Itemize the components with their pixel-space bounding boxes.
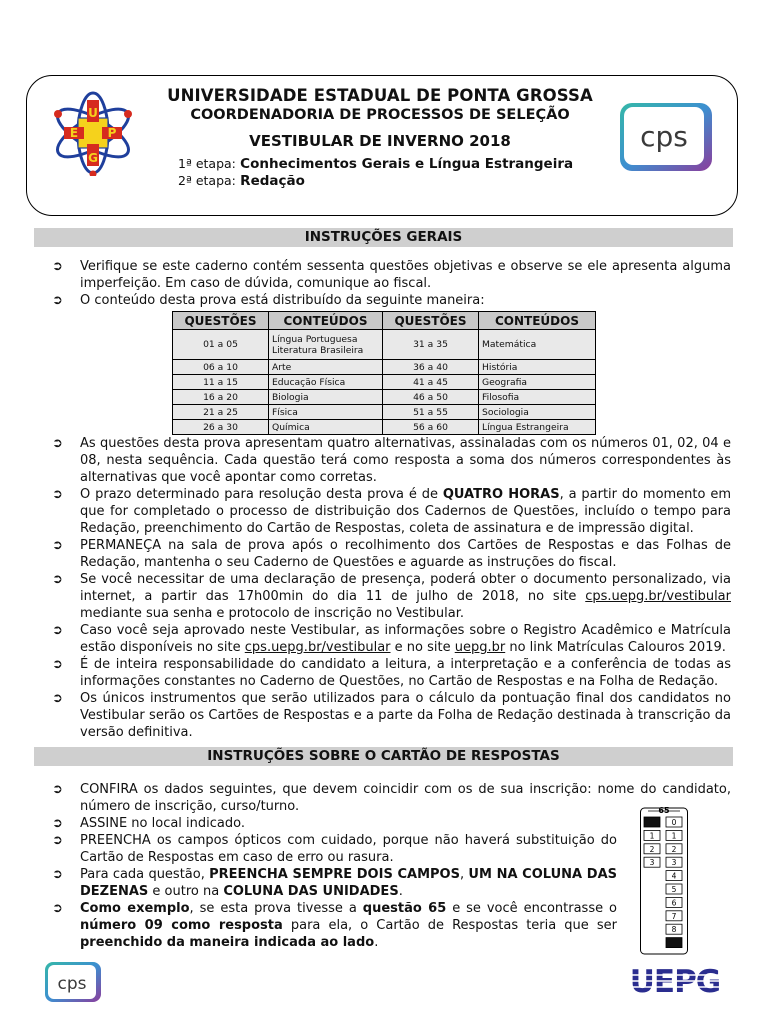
uepg-wordmark-logo	[622, 964, 728, 998]
content-distribution-table	[172, 311, 596, 435]
instruction-item	[52, 900, 618, 951]
instruction-text: .	[398, 884, 403, 899]
table-cell: 31 a 35	[383, 330, 479, 360]
instruction-item	[52, 690, 731, 741]
cps-footer-text: cps	[57, 974, 87, 994]
table-cell: História	[479, 360, 596, 375]
instruction-text: e se você encontrasse o	[446, 901, 618, 916]
instruction-item	[52, 815, 620, 832]
table-cell: Física	[269, 405, 383, 420]
general-instructions-title: INSTRUÇÕES GERAIS	[34, 228, 733, 247]
content-line: Literatura Brasileira	[272, 344, 364, 356]
uepg-atom-logo	[50, 90, 136, 176]
table-header: CONTEÚDOS	[269, 312, 383, 330]
table-cell: 26 a 30	[173, 420, 269, 435]
table-row	[173, 330, 596, 360]
instruction-text: CONFIRA os dados seguintes, que devem coincidir com os de sua inscrição: nome do candidato, número de inscrição, curso/turno.	[80, 782, 731, 814]
card-units-cell-label: 6	[671, 898, 677, 908]
instruction-item	[52, 537, 731, 571]
instruction-text: .	[374, 935, 379, 950]
arrow-bullet-icon: ➲	[52, 623, 63, 638]
table-cell: 56 a 60	[383, 420, 479, 435]
instruction-text: , a partir do momento em que for completado o processo de distribuição dos Cadernos de Questões, incluído o tempo para Redação, preenchimento do Cartão de Respostas, coleta de assinatura e de impressão digital.	[80, 487, 731, 536]
instruction-text: ASSINE no local indicado.	[80, 816, 245, 831]
card-units-cell-label: 8	[671, 925, 677, 935]
table-cell: 36 a 40	[383, 360, 479, 375]
arrow-bullet-icon: ➲	[52, 867, 63, 882]
cps-logo	[619, 102, 713, 172]
table-cell	[269, 330, 383, 360]
arrow-bullet-icon: ➲	[52, 487, 63, 502]
table-row	[173, 360, 596, 375]
table-cell: 41 a 45	[383, 375, 479, 390]
instruction-item	[52, 866, 617, 900]
card-units-cell-label: 4	[671, 871, 677, 881]
instruction-emphasis: COLUNA DAS UNIDADES	[223, 884, 399, 899]
card-question-number: 65	[658, 806, 670, 815]
exam-title: VESTIBULAR DE INVERNO 2018	[249, 132, 511, 150]
card-tens-cell-label: 1	[649, 831, 655, 841]
arrow-bullet-icon: ➲	[52, 691, 63, 706]
instruction-emphasis: QUATRO HORAS	[442, 487, 560, 502]
stage-2	[178, 173, 305, 189]
instruction-text: É de inteira responsabilidade do candidato a leitura, a interpretação e a conferência de todas as informações constantes no Caderno de Questões, no Cartão de Respostas e na Folha de Redação.	[80, 657, 731, 689]
table-header-row	[173, 312, 596, 330]
instruction-emphasis: PREENCHA SEMPRE DOIS CAMPOS	[209, 867, 460, 882]
instruction-text: para ela, o Cartão de Respostas teria que ser	[282, 918, 617, 933]
arrow-bullet-icon: ➲	[52, 293, 63, 308]
table-cell: 46 a 50	[383, 390, 479, 405]
table-cell: 51 a 55	[383, 405, 479, 420]
table-cell: Biologia	[269, 390, 383, 405]
card-units-cell-label: 7	[671, 911, 677, 921]
arrow-bullet-icon: ➲	[52, 436, 63, 451]
stage-2-label: 2ª etapa:	[178, 173, 236, 188]
vestibular-link[interactable]: cps.uepg.br/vestibular	[244, 640, 391, 655]
stage-1-label: 1ª etapa:	[178, 156, 236, 171]
card-units-cell-box	[666, 938, 682, 948]
table-row	[173, 390, 596, 405]
instruction-item	[52, 292, 731, 309]
stage-1-value: Conhecimentos Gerais e Língua Estrangeira	[240, 156, 574, 172]
cps-footer-logo	[44, 961, 102, 1003]
instruction-emphasis: Como exemplo	[80, 901, 190, 916]
coordination-name: COORDENADORIA DE PROCESSOS DE SELEÇÃO	[190, 107, 570, 123]
instruction-text: Os únicos instrumentos que serão utilizados para o cálculo da pontuação final dos candidatos no Vestibular serão os Cartões de Respostas e a parte da Folha de Redação destinada à transcrição da versão definitiva.	[80, 691, 731, 740]
card-units-cell-label: 1	[671, 831, 677, 841]
arrow-bullet-icon: ➲	[52, 259, 63, 274]
card-units-cell-label: 2	[671, 844, 677, 854]
table-cell: Arte	[269, 360, 383, 375]
instruction-item	[52, 258, 731, 292]
instruction-text: , se esta prova tivesse a	[189, 901, 363, 916]
content-line: Língua Portuguesa	[272, 333, 358, 345]
instruction-emphasis: número 09 como resposta	[80, 918, 283, 933]
instruction-text: O prazo determinado para resolução desta prova é de	[80, 487, 443, 502]
instruction-text: e outro na	[148, 884, 224, 899]
arrow-bullet-icon: ➲	[52, 816, 63, 831]
instruction-text: Se você necessitar de uma declaração de presença, poderá obter o documento personalizado, via internet, a partir das 17h00min do dia 11 de julho de 2018, no site	[80, 572, 731, 604]
table-cell: 01 a 05	[173, 330, 269, 360]
arrow-bullet-icon: ➲	[52, 833, 63, 848]
cps-logo-text: cps	[640, 120, 688, 153]
uepg-wordmark-text: UEPG	[629, 964, 721, 998]
card-tens-cell-label: 2	[649, 844, 655, 854]
logo-letter-e: E	[69, 126, 79, 140]
instruction-emphasis: UM NA COLUNA DAS DEZENAS	[80, 867, 617, 899]
table-cell: 21 a 25	[173, 405, 269, 420]
table-cell: Geografia	[479, 375, 596, 390]
instruction-text: e no site	[390, 640, 455, 655]
table-cell: Filosofia	[479, 390, 596, 405]
table-row	[173, 375, 596, 390]
instruction-text: Para cada questão,	[80, 867, 210, 882]
table-cell: Língua Estrangeira	[479, 420, 596, 435]
card-tens-cell-box	[644, 817, 660, 827]
uepg-link[interactable]: uepg.br	[454, 640, 506, 655]
instruction-item	[52, 486, 731, 537]
instruction-item	[52, 781, 731, 815]
card-units-cell-label: 5	[671, 885, 677, 894]
instruction-text: PERMANEÇA na sala de prova após o recolhimento dos Cartões de Respostas e das Folhas de Redação, mantenha o seu Caderno de Questões e aguarde as instruções do fiscal.	[80, 538, 731, 570]
instruction-item	[52, 571, 731, 622]
university-name: UNIVERSIDADE ESTADUAL DE PONTA GROSSA	[167, 86, 593, 105]
table-cell: Matemática	[479, 330, 596, 360]
answer-card-example	[640, 803, 688, 955]
instruction-text: As questões desta prova apresentam quatro alternativas, assinaladas com os números 01, 02, 04 e 08, nesta sequência. Cada questão terá como resposta a soma dos números correspondentes às alternativas que você apontar como corretas.	[80, 436, 731, 485]
table-cell: Química	[269, 420, 383, 435]
logo-letter-p: P	[107, 126, 117, 140]
instruction-emphasis: questão 65	[362, 901, 447, 916]
instruction-text: ,	[459, 867, 469, 882]
instruction-text: O conteúdo desta prova está distribuído da seguinte maneira:	[80, 293, 485, 308]
answer-card-instructions-title: INSTRUÇÕES SOBRE O CARTÃO DE RESPOSTAS	[34, 747, 733, 766]
table-row	[173, 420, 596, 435]
instruction-text: mediante sua senha e protocolo de inscrição no Vestibular.	[80, 606, 465, 621]
instruction-item	[52, 832, 617, 866]
table-cell: Sociologia	[479, 405, 596, 420]
stage-1	[178, 156, 573, 172]
arrow-bullet-icon: ➲	[52, 572, 63, 587]
table-header: CONTEÚDOS	[479, 312, 596, 330]
instruction-item	[52, 435, 731, 486]
stage-2-value: Redação	[240, 173, 305, 189]
table-cell: 16 a 20	[173, 390, 269, 405]
instruction-item	[52, 656, 731, 690]
instruction-text: PREENCHA os campos ópticos com cuidado, porque não haverá substituição do Cartão de Respostas em caso de erro ou rasura.	[80, 833, 617, 865]
instruction-item	[52, 622, 731, 656]
arrow-bullet-icon: ➲	[52, 901, 63, 916]
table-cell: Educação Física	[269, 375, 383, 390]
arrow-bullet-icon: ➲	[52, 782, 63, 797]
instruction-emphasis: preenchido da maneira indicada ao lado	[80, 935, 375, 950]
vestibular-link[interactable]: cps.uepg.br/vestibular	[585, 589, 731, 604]
table-header: QUESTÕES	[383, 312, 479, 330]
table-cell: 11 a 15	[173, 375, 269, 390]
arrow-bullet-icon: ➲	[52, 538, 63, 553]
table-header: QUESTÕES	[173, 312, 269, 330]
instruction-text: Verifique se este caderno contém sessenta questões objetivas e observe se ele apresenta alguma imperfeição. Em caso de dúvida, comunique ao fiscal.	[80, 259, 731, 291]
instruction-text: Caso você seja aprovado neste Vestibular, as informações sobre o Registro Acadêmico e Matrícula estão disponíveis no site	[80, 623, 731, 655]
logo-letter-u: U	[88, 106, 98, 120]
table-row	[173, 405, 596, 420]
logo-letter-g: G	[88, 151, 98, 165]
table-cell: 06 a 10	[173, 360, 269, 375]
instruction-text: no link Matrículas Calouros 2019.	[505, 640, 726, 655]
arrow-bullet-icon: ➲	[52, 657, 63, 672]
card-units-cell-label: 3	[671, 858, 677, 868]
card-tens-cell-label: 3	[649, 858, 655, 868]
card-units-cell-label: 0	[671, 818, 677, 827]
